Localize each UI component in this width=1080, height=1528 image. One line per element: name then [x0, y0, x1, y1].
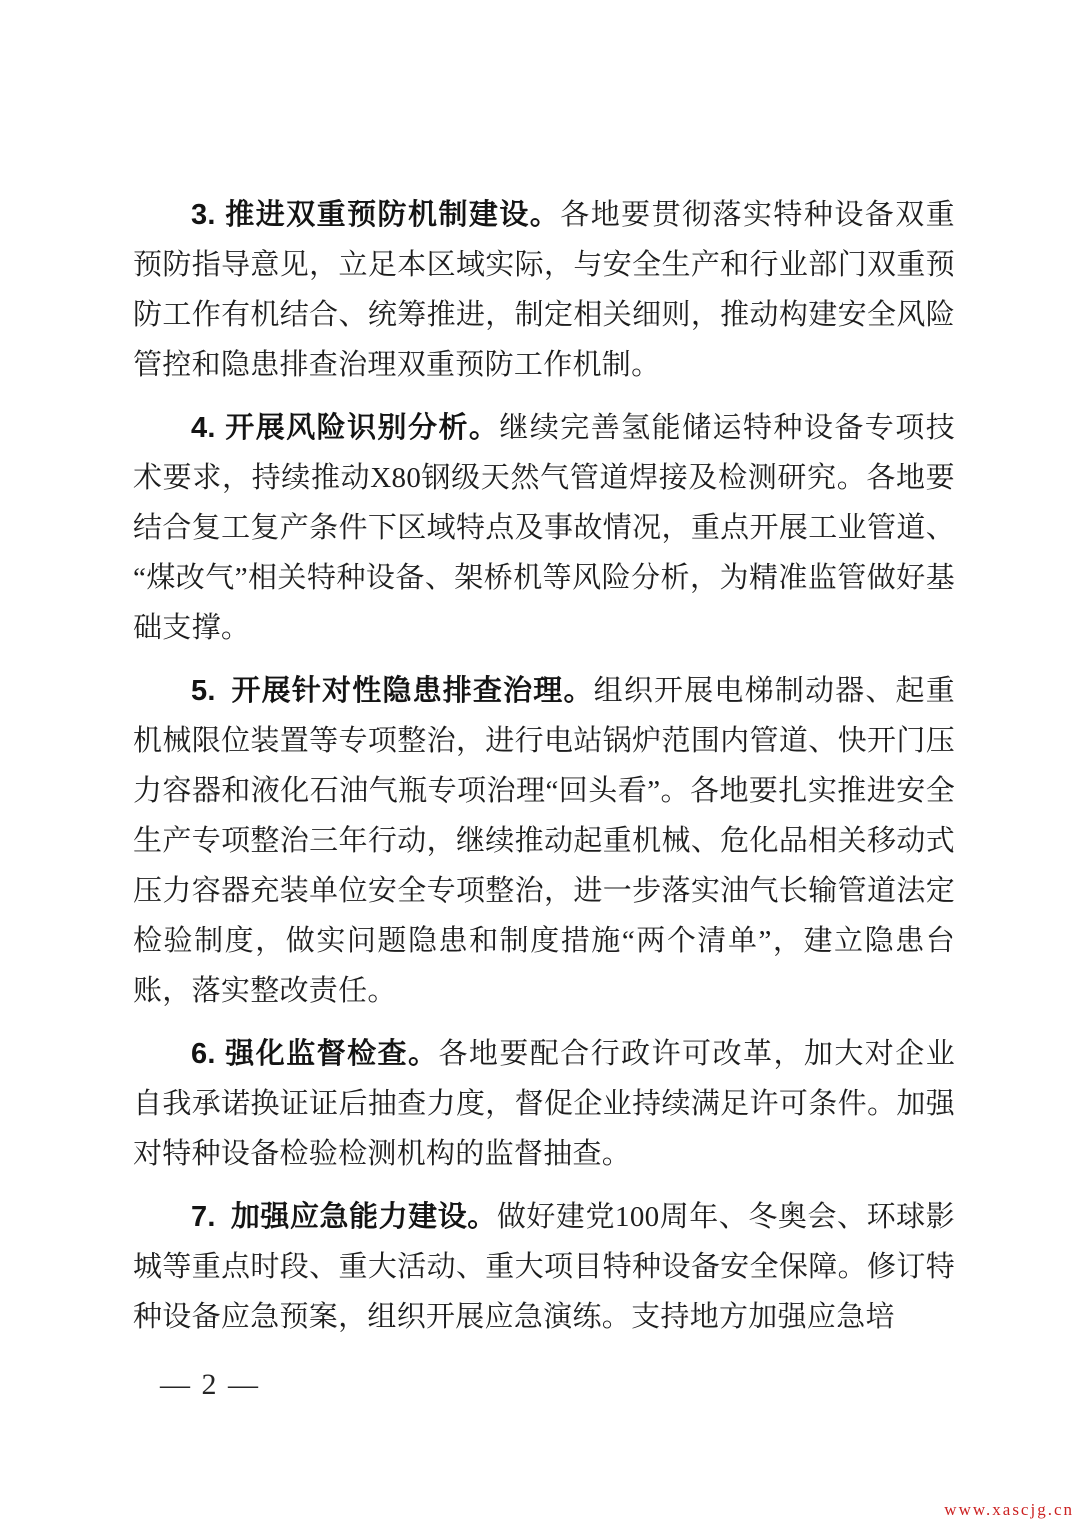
paragraph-5-heading: 5. 开展针对性隐患排查治理。	[191, 675, 594, 707]
page-number: — 2 —	[160, 1368, 260, 1401]
site-watermark: www.xascjg.cn	[944, 1500, 1074, 1519]
paragraph-7-heading: 7. 加强应急能力建设。	[191, 1201, 497, 1233]
paragraph-5-text: 组织开展电梯制动器、起重机械限位装置等专项整治，进行电站锅炉范围内管道、快开门压力容器和液化石油气瓶专项治理“回头看”。各地要扎实推进安全生产专项整治三年行动，继续推动起重机械、危化品相关移动式压力容器充装单位安全专项整治，进一步落实油气长输管道法定检验制度，做实问题隐患和制度措施“两个清单”，建立隐患台账，落实整改责任。	[133, 675, 955, 1007]
paragraph-3-heading: 3. 推进双重预防机制建设。	[191, 199, 561, 231]
paragraph-7-text: 做好建党100周年、冬奥会、环球影城等重点时段、重大活动、重大项目特种设备安全保障。修订特种设备应急预案，组织开展应急演练。支持地方加强应急培	[133, 1201, 955, 1333]
paragraph-3	[133, 190, 955, 390]
paragraph-3-text: 各地要贯彻落实特种设备双重预防指导意见，立足本区域实际，与安全生产和行业部门双重预防工作有机结合、统筹推进，制定相关细则，推动构建安全风险管控和隐患排查治理双重预防工作机制。	[133, 199, 955, 381]
paragraph-4-heading: 4. 开展风险识别分析。	[191, 412, 500, 444]
paragraph-7	[133, 1192, 955, 1342]
paragraph-4-text: 继续完善氢能储运特种设备专项技术要求，持续推动X80钢级天然气管道焊接及检测研究。各地要结合复工复产条件下区域特点及事故情况，重点开展工业管道、“煤改气”相关特种设备、架桥机等风险分析，为精准监管做好基础支撑。	[133, 412, 955, 644]
paragraph-6	[133, 1029, 955, 1179]
document-body	[133, 190, 955, 1342]
paragraph-4	[133, 403, 955, 653]
paragraph-6-heading: 6. 强化监督检查。	[191, 1038, 439, 1070]
paragraph-5	[133, 666, 955, 1016]
paragraph-6-text: 各地要配合行政许可改革，加大对企业自我承诺换证证后抽查力度，督促企业持续满足许可条件。加强对特种设备检验检测机构的监督抽查。	[133, 1038, 955, 1170]
